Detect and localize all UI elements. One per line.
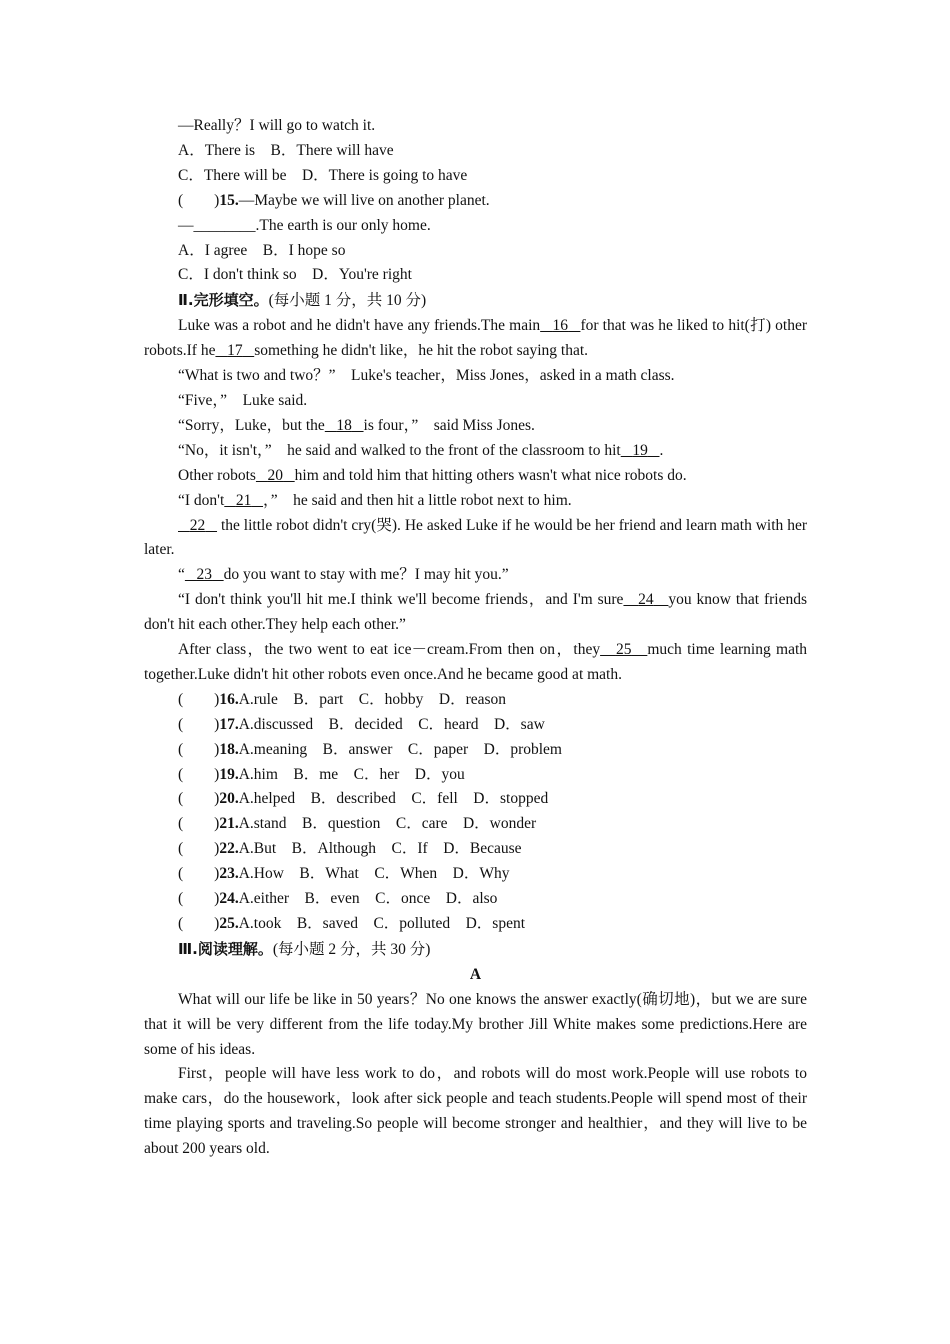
blank-21[interactable] xyxy=(224,492,263,509)
text-run: something he didn't like，he hit the robot saying that. xyxy=(254,342,589,360)
blank-24[interactable] xyxy=(623,591,668,608)
cloze-question-21 xyxy=(144,812,807,837)
blank-20[interactable] xyxy=(256,467,295,484)
reading-a-para-2: First，people will have less work to do，and robots will do most work.People will use robots to make cars，do the housework，look after sick people and teach students.People will spend most of their time playing sports and traveling.So people will become stronger and healthier，and they will live to be about 200 years old. xyxy=(144,1065,807,1158)
text-run: Luke was a robot and he didn't have any friends.The main xyxy=(178,317,541,335)
blank-number: 18 xyxy=(336,416,352,434)
blank-number: 16 xyxy=(552,317,569,335)
text-run: “No，it isn't，” he said and walked to the front of the classroom to hit xyxy=(178,441,621,459)
text-run: do you want to stay with me？I may hit you.” xyxy=(223,566,509,584)
reading-a-heading: A xyxy=(469,965,482,983)
cloze-question-24 xyxy=(144,887,807,912)
cloze-question-23 xyxy=(144,862,807,887)
text-run: him and told him that hitting others wasn't what nice robots do. xyxy=(294,466,687,484)
passage-para-10 xyxy=(144,588,807,638)
answer-bracket[interactable]: ( ) xyxy=(178,690,220,708)
section2-title: Ⅱ.完形填空。 xyxy=(178,291,269,310)
answer-bracket[interactable]: ( ) xyxy=(178,865,220,883)
answer-bracket[interactable]: ( ) xyxy=(178,840,220,858)
cloze-question-22 xyxy=(144,837,807,862)
question-options: A.helped B．described C．fell D．stopped xyxy=(238,790,549,808)
blank-19[interactable] xyxy=(621,442,660,459)
question-number: 16. xyxy=(219,690,239,708)
blank-17[interactable] xyxy=(215,342,254,359)
cloze-question-25 xyxy=(144,912,807,937)
blank-18[interactable] xyxy=(325,417,364,434)
cloze-question-16 xyxy=(144,688,807,713)
reading-a-para-1: What will our life be like in 50 years？No one knows the answer exactly(确切地)，but we are sure that it will be very different from the life today.My brother Jill White makes some predictions.Here are some of his ideas. xyxy=(144,990,807,1058)
question-options: A.discussed B．decided C．heard D．saw xyxy=(238,715,545,733)
text-run: “I don't xyxy=(178,491,225,509)
question-options: A.him B．me C．her D．you xyxy=(238,765,465,783)
q14-option-line-1: A．There is B．There will have xyxy=(178,141,394,159)
text-run: you know that friends don't hit each other.They help each other.” xyxy=(144,591,808,634)
text-run: ，” he said and then hit a little robot next to him. xyxy=(263,491,572,509)
blank-16[interactable] xyxy=(540,317,580,334)
text-run: for that was he liked to hit(打) other robots.If he xyxy=(144,317,807,360)
cloze-question-20 xyxy=(144,787,807,812)
answer-bracket[interactable]: ( ) xyxy=(178,815,220,833)
question-number: 21. xyxy=(219,815,239,833)
text-run: much time learning math together.Luke didn't hit other robots even once.And he became good at math. xyxy=(144,641,808,683)
answer-bracket[interactable]: ( ) xyxy=(178,765,220,783)
blank-number: 22 xyxy=(189,516,206,534)
question-options: A.How B．What C．When D．Why xyxy=(238,865,510,883)
passage-para-1 xyxy=(144,314,807,364)
passage-para-11 xyxy=(144,638,807,688)
blank-number: 20 xyxy=(267,466,284,484)
section3-heading xyxy=(144,937,807,963)
blank-25[interactable] xyxy=(600,641,647,658)
q15-option-line-1: A．I agree B．I hope so xyxy=(178,241,346,259)
passage-para-2: “What is two and two？” Luke's teacher，Miss Jones，asked in a math class. xyxy=(178,367,675,385)
text-run: is four，” said Miss Jones. xyxy=(363,416,535,434)
question-number: 25. xyxy=(219,915,239,932)
q15-option-line-2: C．I don't think so D．You're right xyxy=(178,266,412,284)
blank-22[interactable] xyxy=(178,517,217,534)
cloze-question-17 xyxy=(144,713,807,738)
passage-para-9 xyxy=(144,563,807,588)
question-options: A.stand B．question C．care D．wonder xyxy=(238,815,537,833)
question-options: A.rule B．part C．hobby D．reason xyxy=(238,690,507,708)
q14-tail: —Really？I will go to watch it. xyxy=(178,117,376,134)
passage-para-6 xyxy=(144,464,807,489)
q15-stem xyxy=(144,189,807,214)
answer-bracket[interactable]: ( ) xyxy=(178,915,220,932)
answer-bracket[interactable]: ( ) xyxy=(178,890,220,908)
text-run: “I don't think you'll hit me.I think we'll become friends，and I'm sure xyxy=(178,591,624,609)
blank-23[interactable] xyxy=(185,566,224,583)
question-options: A.took B．saved C．polluted D．spent xyxy=(238,915,526,932)
question-number: 19. xyxy=(219,765,239,783)
question-options: A.But B．Although C．If D．Because xyxy=(238,840,522,858)
text-run: “ xyxy=(178,566,185,584)
question-text: —Maybe we will live on another planet. xyxy=(238,191,490,209)
blank-number: 23 xyxy=(196,566,213,584)
blank-number: 17 xyxy=(227,342,243,360)
section2-note: (每小题 1 分，共 10 分) xyxy=(268,292,427,310)
section3-title: Ⅲ.阅读理解。 xyxy=(178,939,273,958)
passage-para-3: “Five，” Luke said. xyxy=(178,391,308,409)
cloze-question-19 xyxy=(144,763,807,788)
q15-reply: —________.The earth is our only home. xyxy=(178,216,431,234)
question-number: 24. xyxy=(219,890,239,908)
blank-number: 21 xyxy=(235,491,252,509)
question-options: A.meaning B．answer C．paper D．problem xyxy=(238,740,562,758)
text-run: . xyxy=(659,441,664,459)
answer-bracket[interactable]: ( ) xyxy=(178,191,220,209)
text-run: Other robots xyxy=(178,466,256,484)
document-page xyxy=(144,114,807,1162)
passage-para-7 xyxy=(144,489,807,514)
answer-bracket[interactable]: ( ) xyxy=(178,715,220,733)
text-run: After class，the two went to eat ice－cream.From then on，they xyxy=(178,641,601,659)
section3-note: (每小题 2 分，共 30 分) xyxy=(272,940,431,958)
answer-bracket[interactable]: ( ) xyxy=(178,740,220,758)
passage-para-8 xyxy=(144,514,807,564)
cloze-question-18 xyxy=(144,738,807,763)
section2-heading xyxy=(144,288,807,314)
question-number: 20. xyxy=(219,790,239,808)
text-run: “Sorry，Luke，but the xyxy=(178,416,325,434)
blank-number: 19 xyxy=(632,441,648,459)
passage-para-4 xyxy=(144,414,807,439)
question-number: 22. xyxy=(219,840,239,858)
blank-number: 24 xyxy=(638,591,654,609)
text-run: the little robot didn't cry(哭). He asked Luke if he would be her friend and learn math with her later. xyxy=(144,516,808,559)
question-number: 17. xyxy=(219,715,239,733)
q14-option-line-2: C．There will be D．There is going to have xyxy=(178,166,468,184)
question-number: 15. xyxy=(219,191,239,209)
blank-number: 25 xyxy=(615,641,632,659)
question-options: A.either B．even C．once D．also xyxy=(238,890,498,908)
question-number: 23. xyxy=(219,865,239,883)
question-number: 18. xyxy=(219,740,239,758)
answer-bracket[interactable]: ( ) xyxy=(178,790,220,808)
passage-para-5 xyxy=(144,439,807,464)
